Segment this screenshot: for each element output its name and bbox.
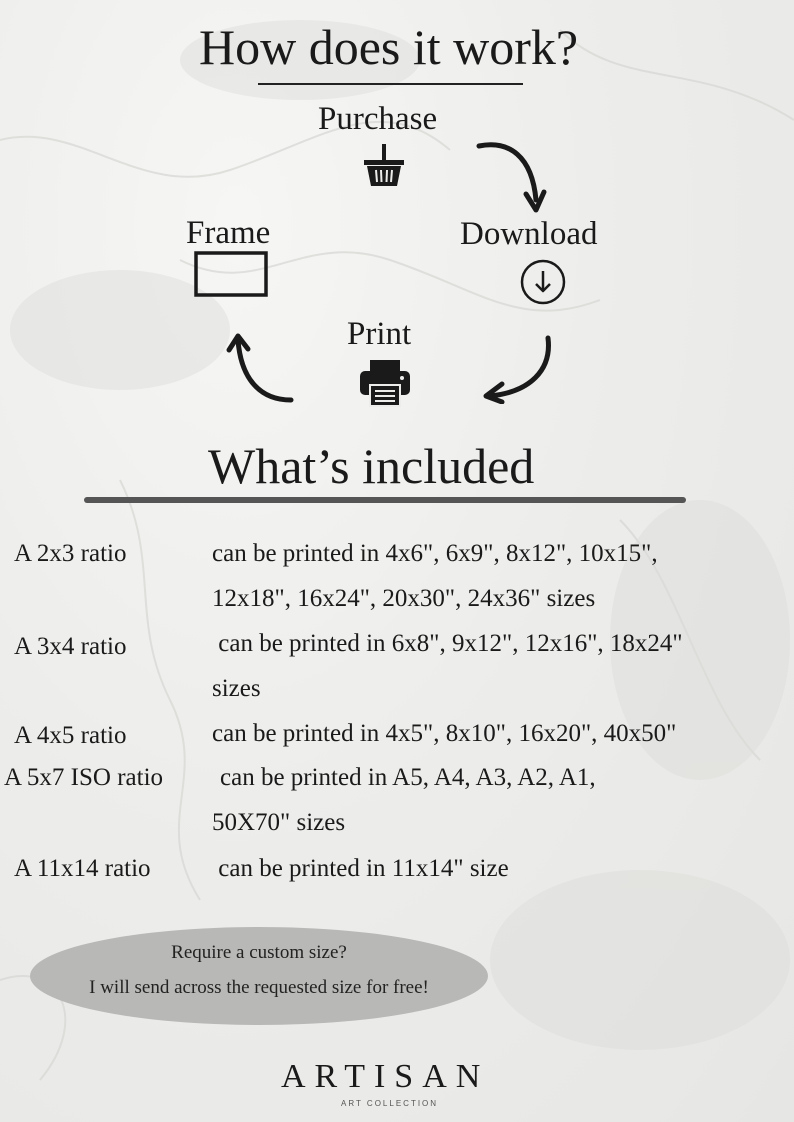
included-underline [84,497,686,503]
printer-icon [358,359,412,407]
step-download-label: Download [460,216,598,252]
curved-arrow-icon [474,138,550,216]
custom-size-offer: I will send across the requested size for free! [89,977,429,998]
brand-logo: ARTISAN [281,1058,490,1095]
ratio-sizes-text: can be printed in 11x14" size [212,855,509,882]
ratio-label: A 5x7 ISO ratio [4,764,164,791]
ratio-sizes-text: 50X70" sizes [212,809,346,836]
ratio-sizes-text: 12x18", 16x24", 20x30", 24x36" sizes [212,585,596,612]
basket-icon [364,141,404,189]
ratio-sizes-text: can be printed in 6x8", 9x12", 12x16", 18x24" [212,630,683,657]
ratio-label: A 2x3 ratio [14,540,127,567]
ratio-label: A 3x4 ratio [14,633,127,660]
step-frame-label: Frame [186,215,271,251]
ratio-sizes-text: can be printed in 4x5", 8x10", 16x20", 40x50" [212,720,677,747]
title-underline [258,83,523,85]
custom-size-note [30,927,488,1025]
brand-tagline: ART COLLECTION [341,1099,439,1108]
ratio-sizes-text: can be printed in A5, A4, A3, A2, A1, [220,764,596,791]
ratio-sizes-text: can be printed in 4x6", 6x9", 8x12", 10x15", [212,540,658,567]
ratio-sizes-text: sizes [212,675,261,702]
step-print-label: Print [347,316,412,352]
custom-size-question: Require a custom size? [171,942,347,963]
included-title: What’s included [208,438,535,494]
curved-arrow-icon [221,330,297,406]
download-circle-icon [519,258,567,306]
ratio-label: A 4x5 ratio [14,722,127,749]
curved-arrow-icon [478,332,556,404]
frame-icon [194,251,268,297]
step-purchase-label: Purchase [318,101,438,137]
how-it-works-title: How does it work? [199,19,579,75]
ratio-label: A 11x14 ratio [14,855,151,882]
